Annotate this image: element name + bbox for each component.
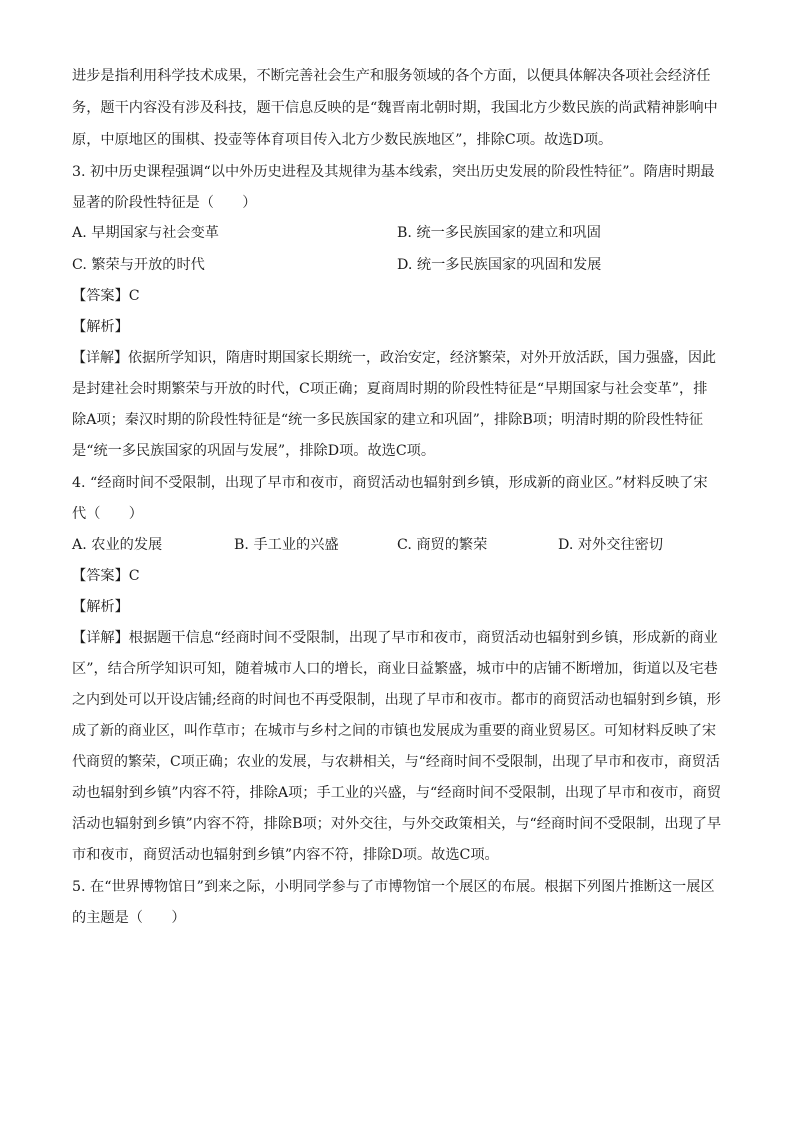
intro-line-1: 进步是指利用科学技术成果，不断完善社会生产和服务领域的各个方面，以便具体解决各项社会经济任 (72, 68, 711, 84)
q4-answer-value: C (128, 568, 140, 584)
intro-line-2: 务，题干内容没有涉及科技，题干信息反映的是“魏晋南北朝时期，我国北方少数民族的尚武精神影响中 (72, 100, 718, 116)
intro-line-3: 原，中原地区的围棋、投壶等体育项目传入北方少数民族地区”，排除C项。故选D项。 (72, 132, 613, 148)
q3-stem-line-1: 3. 初中历史课程强调“以中外历史进程及其规律为基本线索，突出历史发展的阶段性特征”。隋唐时期最 (72, 164, 715, 180)
q4-answer-label: 【答案】 (72, 568, 129, 584)
q4-detail-text-1: 根据题干信息“经商时间不受限制，出现了早市和夜市，商贸活动也辐射到乡镇，形成新的商业 (128, 630, 718, 646)
q5-stem-line-2: 的主题是（ ） (72, 910, 186, 926)
q4-answer-row (72, 566, 140, 586)
q3-option-b: B. 统一多民族国家的建立和巩固 (397, 225, 601, 241)
q3-detail-line-3: 除A项；秦汉时期的阶段性特征是“统一多民族国家的建立和巩固”，排除B项；明清时期的阶段性特征 (72, 412, 704, 428)
q4-option-a: A. 农业的发展 (72, 537, 163, 553)
q4-detail-line-2: 区”，结合所学知识可知，随着城市人口的增长，商业日益繁盛，城市中的店铺不断增加，街道以及宅巷 (72, 661, 718, 677)
q3-detail-text-1: 依据所学知识，隋唐时期国家长期统一，政治安定，经济繁荣，对外开放活跃，国力强盛，因此 (128, 350, 716, 366)
q4-stem-line-2: 代（ ） (72, 506, 143, 522)
q4-detail-line-1 (72, 628, 718, 648)
q3-option-c: C. 繁荣与开放的时代 (72, 257, 205, 273)
q4-option-c: C. 商贸的繁荣 (397, 537, 488, 553)
q4-option-d: D. 对外交往密切 (558, 537, 664, 553)
q3-option-d: D. 统一多民族国家的巩固和发展 (397, 257, 602, 273)
q3-detail-line-1 (72, 348, 716, 368)
q3-detail-line-4: 是“统一多民族国家的巩固与发展”，排除D项。故选C项。 (72, 443, 436, 459)
q4-detail-line-7: 活动也辐射到乡镇”内容不符，排除B项；对外交往，与外交政策相关，与“经商时间不受限制，出现了早 (72, 816, 722, 832)
q3-answer-label: 【答案】 (72, 288, 129, 304)
q3-stem-line-2: 显著的阶段性特征是（ ） (72, 195, 257, 211)
q4-detail-label: 【详解】 (72, 630, 129, 646)
q4-detail-line-3: 之内到处可以开设店铺;经商的时间也不再受限制，出现了早市和夜市。都市的商贸活动也辐射到乡镇，形 (72, 692, 721, 708)
q5-stem-line-1: 5. 在“世界博物馆日”到来之际，小明同学参与了市博物馆一个展区的布展。根据下列图片推断这一展区 (72, 879, 715, 895)
q3-answer-value: C (128, 288, 140, 304)
q4-analysis-label: 【解析】 (72, 599, 129, 615)
q4-stem-line-1: 4. “经商时间不受限制，出现了早市和夜市，商贸活动也辐射到乡镇，形成新的商业区。”材料反映了宋 (72, 475, 708, 491)
q3-answer-row (72, 286, 140, 306)
q3-option-a: A. 早期国家与社会变革 (72, 225, 219, 241)
q4-detail-line-5: 代商贸的繁荣，C项正确；农业的发展，与农耕相关，与“经商时间不受限制，出现了早市和夜市，商贸活 (72, 754, 720, 770)
q4-detail-line-4: 成了新的商业区，叫作草市；在城市与乡村之间的市镇也发展成为重要的商业贸易区。可知材料反映了宋 (72, 723, 716, 739)
q4-detail-line-8: 市和夜市，商贸活动也辐射到乡镇”内容不符，排除D项。故选C项。 (72, 847, 499, 863)
q3-analysis-label: 【解析】 (72, 319, 129, 335)
q4-detail-line-6: 动也辐射到乡镇”内容不符，排除A项；手工业的兴盛，与“经商时间不受限制，出现了早市和夜市，商贸 (72, 785, 722, 801)
q3-detail-line-2: 是封建社会时期繁荣与开放的时代，C项正确；夏商周时期的阶段性特征是“早期国家与社会变革”，排 (72, 381, 708, 397)
q3-detail-label: 【详解】 (72, 350, 128, 366)
q4-option-b: B. 手工业的兴盛 (234, 537, 339, 553)
